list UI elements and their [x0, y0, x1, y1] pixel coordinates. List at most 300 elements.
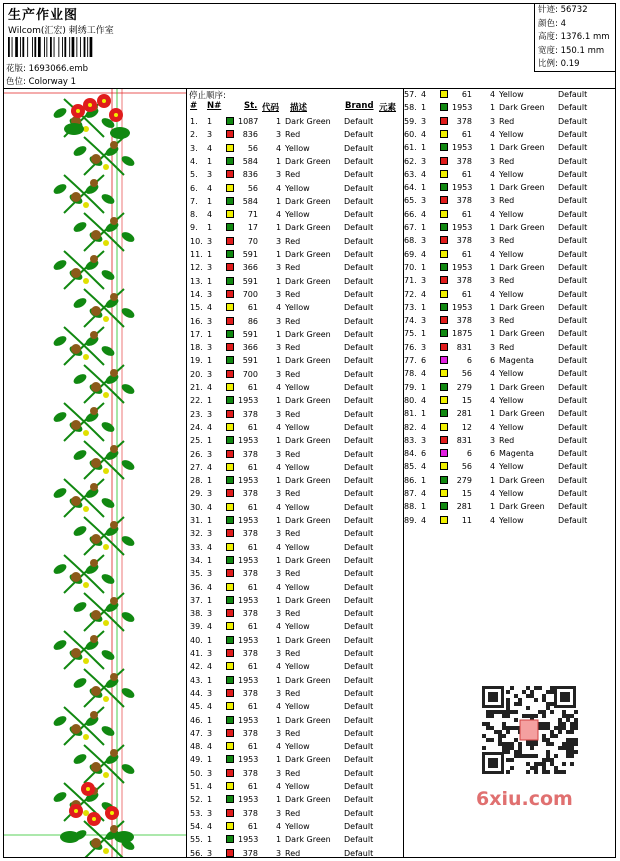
stop-needle: 1: [207, 329, 213, 339]
stop-brand: Default: [344, 170, 374, 180]
stop-brand: Default: [344, 489, 374, 499]
stop-needle: 4: [207, 742, 213, 752]
stop-code: 3: [276, 728, 282, 738]
stop-stitches: 61: [247, 462, 258, 472]
stat-scale: 比例: 0.19: [538, 59, 580, 69]
stop-desc: Yellow: [499, 369, 524, 379]
stop-index: 15.: [190, 303, 203, 313]
stop-brand: Default: [344, 649, 374, 658]
stop-stitches: 61: [247, 303, 258, 313]
table-row: [404, 474, 614, 487]
color-swatch: [226, 676, 234, 684]
stop-desc: Dark Green: [285, 436, 331, 446]
color-swatch: [226, 503, 234, 511]
stop-code: 1: [276, 250, 282, 259]
stop-code: 1: [276, 635, 282, 645]
stop-stitches: 378: [242, 688, 258, 698]
stop-stitches: 56: [461, 369, 472, 379]
stop-index: 29.: [190, 489, 203, 499]
color-swatch: [226, 450, 234, 458]
stop-code: 1: [276, 516, 282, 525]
table-row: [190, 674, 400, 687]
stop-desc: Yellow: [285, 582, 310, 592]
color-swatch: [440, 343, 448, 351]
color-swatch: [226, 370, 234, 378]
stop-needle: 4: [421, 422, 427, 432]
stop-desc: Magenta: [499, 449, 534, 459]
stop-index: 54.: [190, 821, 203, 831]
stop-brand: Default: [558, 502, 588, 512]
stop-brand: Default: [344, 369, 374, 379]
stop-needle: 3: [207, 409, 213, 419]
stop-desc: Yellow: [285, 462, 310, 472]
stop-needle: 1: [421, 409, 427, 419]
table-row: [404, 500, 614, 513]
company-name: Wilcom(汇宏) 刺绣工作室: [8, 26, 114, 36]
stop-code: 3: [276, 369, 282, 379]
table-row: [404, 234, 614, 247]
stop-index: 85.: [404, 462, 417, 472]
stop-code: 1: [490, 409, 496, 419]
stop-code: 4: [276, 702, 282, 712]
color-swatch: [226, 170, 234, 178]
table-row: [190, 820, 400, 833]
stop-brand: Default: [344, 529, 374, 539]
stop-brand: Default: [344, 183, 374, 193]
qr-code-image: [480, 684, 578, 776]
table-row: [190, 554, 400, 567]
stop-needle: 3: [421, 435, 427, 445]
stop-code: 1: [276, 555, 282, 565]
stop-index: 87.: [404, 489, 417, 498]
stop-code: 1: [276, 795, 282, 805]
color-swatch: [440, 117, 448, 125]
stop-desc: Yellow: [285, 622, 310, 632]
stop-index: 25.: [190, 436, 203, 446]
stop-needle: 3: [207, 688, 213, 698]
stop-brand: Default: [344, 582, 374, 592]
stop-stitches: 6: [466, 356, 472, 365]
stop-stitches: 56: [461, 462, 472, 472]
stop-stitches: 1087: [238, 117, 259, 126]
stop-stitches: 836: [242, 130, 258, 140]
stop-desc: Magenta: [499, 356, 534, 365]
table-row: [190, 208, 400, 221]
table-row: [404, 128, 614, 141]
stop-code: 3: [490, 342, 496, 352]
color-swatch: [226, 476, 234, 484]
stop-index: 67.: [404, 223, 417, 232]
table-row: [190, 740, 400, 753]
stop-brand: Default: [344, 662, 374, 672]
stop-code: 6: [490, 449, 496, 459]
stop-desc: Dark Green: [499, 103, 545, 113]
stop-needle: 4: [421, 395, 427, 405]
stop-desc: Yellow: [285, 383, 310, 392]
table-row: [190, 581, 400, 594]
stop-needle: 1: [207, 555, 213, 565]
stop-code: 4: [276, 782, 282, 791]
stop-desc: Yellow: [499, 249, 524, 259]
stop-stitches: 61: [247, 662, 258, 672]
design-stats: [538, 4, 610, 72]
color-swatch: [226, 130, 234, 138]
stop-needle: 4: [207, 183, 213, 193]
table-row: [190, 434, 400, 447]
color-swatch: [226, 596, 234, 604]
stop-brand: Default: [344, 250, 374, 259]
stop-code: 1: [276, 196, 282, 206]
stop-brand: Default: [558, 462, 588, 472]
stop-stitches: 378: [456, 156, 472, 166]
color-swatch: [226, 423, 234, 431]
stop-desc: Yellow: [499, 289, 524, 299]
stop-desc: Red: [285, 848, 301, 858]
stop-stitches: 61: [247, 702, 258, 712]
stop-brand: Default: [558, 382, 588, 392]
stop-brand: Default: [344, 688, 374, 698]
stop-desc: Dark Green: [499, 223, 545, 232]
stop-needle: 1: [207, 675, 213, 685]
color-swatch: [226, 237, 234, 245]
stop-code: 1: [276, 595, 282, 605]
stop-code: 1: [276, 675, 282, 685]
stop-index: 65.: [404, 196, 417, 206]
table-row: [190, 328, 400, 341]
color-swatch: [226, 569, 234, 577]
stop-brand: Default: [344, 848, 374, 858]
color-swatch: [440, 210, 448, 218]
table-row: [190, 474, 400, 487]
color-swatch: [226, 556, 234, 564]
stop-code: 4: [276, 582, 282, 592]
stop-brand: Default: [344, 276, 374, 286]
stop-brand: Default: [558, 129, 588, 139]
stop-index: 17.: [190, 329, 203, 339]
color-swatch: [226, 516, 234, 524]
stop-brand: Default: [558, 143, 588, 153]
stop-code: 4: [276, 662, 282, 672]
stop-brand: Default: [344, 223, 374, 233]
stop-needle: 4: [207, 582, 213, 592]
stop-index: 35.: [190, 569, 203, 579]
table-row: [190, 168, 400, 181]
stop-index: 73.: [404, 302, 417, 312]
table-row: [190, 687, 400, 700]
stop-code: 3: [276, 343, 282, 353]
color-swatch: [440, 183, 448, 191]
color-swatch: [226, 822, 234, 830]
stop-code: 4: [490, 249, 496, 259]
stop-brand: Default: [558, 369, 588, 379]
stop-stitches: 70: [247, 236, 258, 246]
color-swatch: [226, 609, 234, 617]
stop-needle: 1: [421, 302, 427, 312]
table-row: [190, 275, 400, 288]
stop-index: 74.: [404, 316, 417, 326]
stop-needle: 1: [207, 436, 213, 446]
stop-index: 69.: [404, 249, 417, 259]
stop-stitches: 378: [242, 728, 258, 738]
stop-needle: 1: [207, 755, 213, 765]
stop-index: 46.: [190, 715, 203, 725]
stop-brand: Default: [558, 289, 588, 299]
stop-brand: Default: [558, 223, 588, 232]
table-row: [404, 407, 614, 420]
stop-code: 4: [276, 821, 282, 831]
stop-code: 3: [490, 435, 496, 445]
stop-needle: 4: [207, 542, 213, 552]
stop-stitches: 591: [242, 329, 258, 339]
stop-index: 61.: [404, 143, 417, 153]
stop-code: 4: [276, 143, 282, 153]
stop-needle: 1: [207, 396, 213, 406]
color-swatch: [440, 516, 448, 524]
stop-desc: Red: [285, 263, 301, 273]
stop-desc: Dark Green: [285, 117, 331, 126]
stop-index: 80.: [404, 395, 417, 405]
stop-needle: 3: [207, 343, 213, 353]
stop-index: 1.: [190, 117, 198, 126]
stop-index: 9.: [190, 223, 198, 233]
stop-index: 37.: [190, 595, 203, 605]
table-row: [190, 594, 400, 607]
stop-stitches: 1953: [452, 183, 473, 193]
stop-brand: Default: [344, 702, 374, 712]
table-row: [190, 261, 400, 274]
stop-code: 4: [490, 489, 496, 498]
stop-brand: Default: [344, 569, 374, 579]
stop-desc: Dark Green: [285, 476, 331, 486]
stop-needle: 6: [421, 449, 427, 459]
stop-brand: Default: [344, 436, 374, 446]
stop-needle: 3: [207, 289, 213, 299]
stop-index: 47.: [190, 728, 203, 738]
stop-code: 3: [276, 236, 282, 246]
stop-code: 1: [276, 329, 282, 339]
stop-brand: Default: [344, 156, 374, 166]
stop-index: 8.: [190, 210, 198, 220]
stop-desc: Yellow: [499, 462, 524, 472]
stop-brand: Default: [344, 555, 374, 565]
stop-code: 4: [490, 129, 496, 139]
stop-code: 4: [490, 169, 496, 179]
color-swatch: [226, 317, 234, 325]
stop-code: 4: [490, 289, 496, 299]
stop-desc: Red: [499, 435, 515, 445]
col-header-index: #: [190, 101, 198, 111]
stop-code: 4: [490, 422, 496, 432]
stop-stitches: 61: [247, 383, 258, 392]
color-swatch: [226, 636, 234, 644]
table-row: [404, 288, 614, 301]
stop-brand: Default: [344, 542, 374, 552]
stop-index: 6.: [190, 183, 198, 193]
stop-desc: Yellow: [285, 210, 310, 220]
stop-index: 24.: [190, 422, 203, 432]
color-swatch: [440, 157, 448, 165]
color-swatch: [440, 489, 448, 497]
stop-stitches: 378: [456, 276, 472, 286]
stop-brand: Default: [558, 116, 588, 126]
color-swatch: [440, 223, 448, 231]
stop-stitches: 1875: [452, 329, 473, 339]
stop-desc: Dark Green: [285, 835, 331, 845]
color-swatch: [226, 463, 234, 471]
stop-desc: Red: [499, 196, 515, 206]
table-row: [190, 487, 400, 500]
table-row: [404, 367, 614, 380]
table-row: [404, 460, 614, 473]
stop-stitches: 366: [242, 263, 258, 273]
stop-desc: Yellow: [285, 742, 310, 752]
color-swatch: [226, 769, 234, 777]
table-row: [190, 461, 400, 474]
table-row: [404, 341, 614, 354]
stop-needle: 4: [421, 515, 427, 525]
stop-stitches: 378: [456, 116, 472, 126]
stop-desc: Dark Green: [285, 223, 331, 233]
stop-needle: 1: [421, 262, 427, 272]
stop-stitches: 61: [247, 542, 258, 552]
stop-brand: Default: [344, 755, 374, 765]
color-swatch: [226, 383, 234, 391]
stop-stitches: 61: [461, 129, 472, 139]
color-swatch: [226, 436, 234, 444]
stop-desc: Red: [285, 569, 301, 579]
color-swatch: [226, 410, 234, 418]
color-swatch: [226, 184, 234, 192]
stop-code: 4: [490, 209, 496, 219]
stop-index: 63.: [404, 169, 417, 179]
stop-needle: 4: [207, 782, 213, 791]
stop-index: 4.: [190, 156, 198, 166]
stop-desc: Dark Green: [285, 755, 331, 765]
stop-stitches: 1953: [238, 835, 259, 845]
stop-code: 3: [276, 449, 282, 459]
stop-index: 28.: [190, 476, 203, 486]
stop-index: 19.: [190, 356, 203, 366]
table-row: [404, 221, 614, 234]
table-row: [190, 714, 400, 727]
table-row: [404, 101, 614, 114]
table-row: [190, 354, 400, 367]
stop-index: 66.: [404, 209, 417, 219]
stop-stitches: 12: [461, 422, 472, 432]
color-swatch: [440, 263, 448, 271]
table-row: [404, 327, 614, 340]
stop-stitches: 61: [247, 821, 258, 831]
stop-stitches: 1953: [238, 436, 259, 446]
col-header-desc: 描述: [290, 103, 308, 113]
table-row: [404, 261, 614, 274]
table-row: [190, 634, 400, 647]
stop-index: 33.: [190, 542, 203, 552]
stop-code: 1: [276, 476, 282, 486]
stop-needle: 3: [207, 369, 213, 379]
stop-stitches: 1953: [238, 675, 259, 685]
stop-stitches: 61: [247, 782, 258, 791]
stop-index: 89.: [404, 515, 417, 525]
stop-code: 3: [490, 316, 496, 326]
stop-desc: Red: [499, 236, 515, 246]
stop-desc: Dark Green: [285, 516, 331, 525]
stop-code: 3: [490, 276, 496, 286]
table-row: [404, 141, 614, 154]
stop-brand: Default: [558, 316, 588, 326]
stop-index: 27.: [190, 462, 203, 472]
stop-desc: Red: [285, 343, 301, 353]
stop-index: 32.: [190, 529, 203, 539]
stop-brand: Default: [344, 289, 374, 299]
stop-stitches: 61: [247, 582, 258, 592]
stop-code: 4: [276, 210, 282, 220]
stop-desc: Red: [285, 369, 301, 379]
stop-index: 76.: [404, 342, 417, 352]
stop-desc: Red: [285, 688, 301, 698]
stop-desc: Yellow: [285, 303, 310, 313]
table-row: [190, 381, 400, 394]
table-row: [404, 314, 614, 327]
table-row: [190, 195, 400, 208]
color-swatch: [440, 170, 448, 178]
stop-brand: Default: [344, 236, 374, 246]
stop-code: 1: [490, 302, 496, 312]
stop-brand: Default: [558, 302, 588, 312]
stop-brand: Default: [344, 782, 374, 791]
stop-index: 13.: [190, 276, 203, 286]
table-row: [190, 448, 400, 461]
stop-stitches: 61: [461, 169, 472, 179]
stop-desc: Red: [285, 236, 301, 246]
stop-needle: 1: [207, 223, 213, 233]
color-swatch: [226, 210, 234, 218]
stop-brand: Default: [558, 449, 588, 459]
stop-stitches: 378: [456, 316, 472, 326]
color-swatch: [440, 436, 448, 444]
stop-desc: Yellow: [499, 90, 524, 99]
stop-brand: Default: [344, 396, 374, 406]
stop-stitches: 1953: [452, 262, 473, 272]
stop-brand: Default: [344, 316, 374, 326]
stop-index: 50.: [190, 768, 203, 778]
stop-code: 3: [276, 808, 282, 818]
stop-index: 16.: [190, 316, 203, 326]
color-swatch: [226, 250, 234, 258]
page-title: 生产作业图: [8, 8, 79, 23]
stop-desc: Dark Green: [285, 595, 331, 605]
stop-index: 2.: [190, 130, 198, 140]
stop-desc: Red: [285, 289, 301, 299]
color-swatch: [440, 502, 448, 510]
stop-brand: Default: [344, 449, 374, 459]
stop-desc: Dark Green: [499, 143, 545, 153]
stop-brand: Default: [558, 435, 588, 445]
color-swatch: [226, 716, 234, 724]
stop-brand: Default: [344, 210, 374, 220]
color-swatch: [226, 583, 234, 591]
color-swatch: [226, 782, 234, 790]
stop-needle: 1: [421, 143, 427, 153]
stop-index: 57.: [404, 90, 417, 99]
stop-brand: Default: [344, 117, 374, 126]
stop-stitches: 378: [456, 236, 472, 246]
table-row: [404, 194, 614, 207]
table-row: [404, 487, 614, 500]
stop-code: 4: [276, 502, 282, 512]
table-row: [190, 182, 400, 195]
table-row: [404, 155, 614, 168]
